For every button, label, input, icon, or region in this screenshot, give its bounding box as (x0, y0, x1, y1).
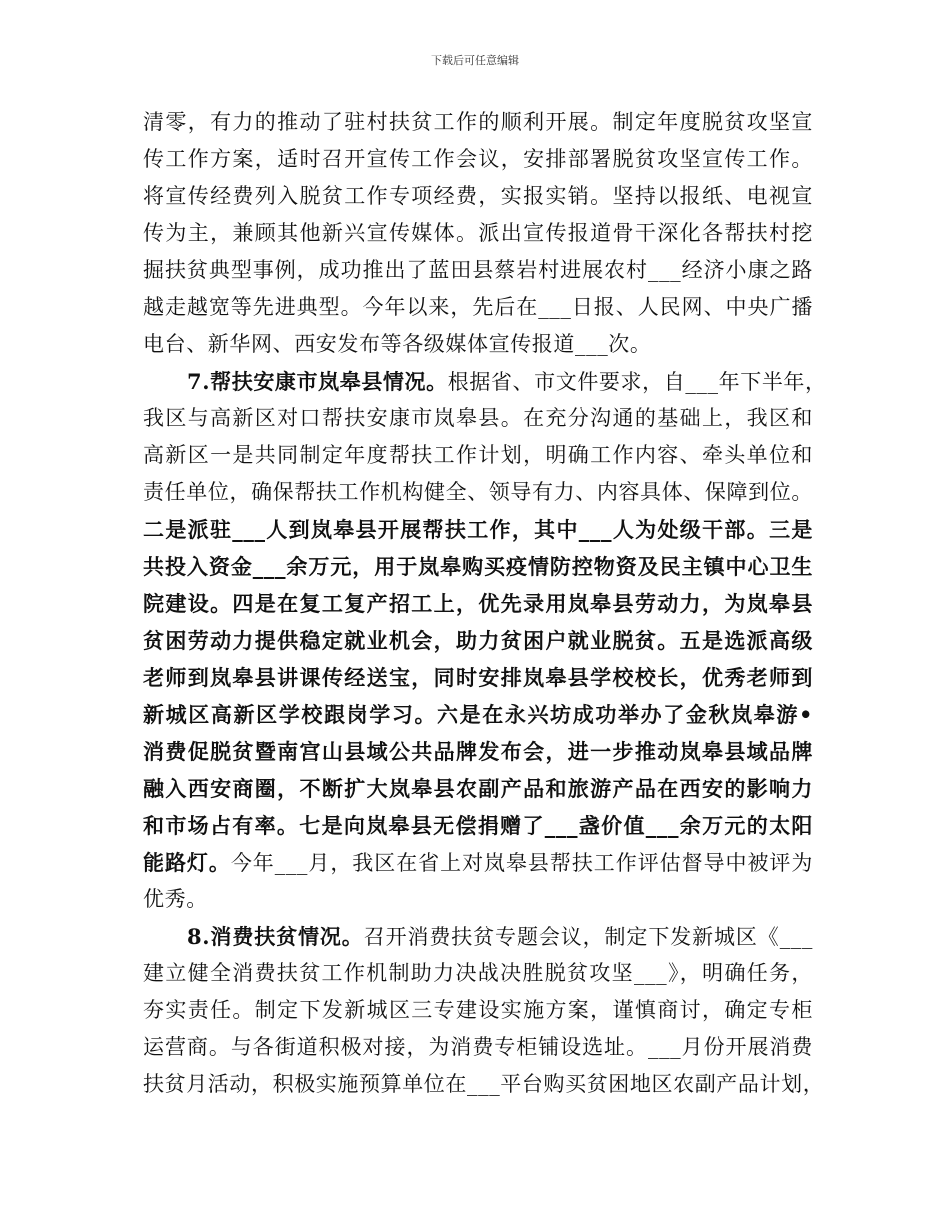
text-line (143, 770, 813, 807)
bold-text-run: 7.帮扶安康市岚皋县情况。 (187, 369, 448, 394)
document-body (143, 104, 827, 1103)
text-line (143, 807, 813, 844)
text-line (143, 585, 813, 622)
text-run: 我区与高新区对口帮扶安康市岚皋县。在充分沟通的基础上，我区和 (143, 406, 813, 430)
text-run: 扶贫月活动，积极实施预算单位在___平台购买贫困地区农副产品计划， (143, 1072, 825, 1096)
text-run: 夯实责任。制定下发新城区三专建设实施方案，谨慎商讨，确定专柜 (143, 998, 813, 1022)
text-line (143, 400, 813, 437)
text-line (143, 437, 813, 474)
text-run: 将宣传经费列入脱贫工作专项经费，实报实销。坚持以报纸、电视宣 (143, 184, 813, 208)
bold-text-run: 老师到岚皋县讲课传经送宝，同时安排岚皋县学校校长，优秀老师到 (143, 665, 813, 690)
text-run: 掘扶贫典型事例，成功推出了蓝田县蔡岩村进展农村___经济小康之路 (143, 258, 813, 282)
section-7-heading-line (143, 363, 827, 400)
text-line (143, 733, 813, 770)
text-run: 高新区一是共同制定年度帮扶工作计划，明确工作内容、牵头单位和 (143, 443, 813, 467)
bold-text-run: 能路灯。 (143, 850, 231, 875)
bold-text-run: 和市场占有率。七是向岚皋县无偿捐赠了___盏价值___余万元的太阳 (143, 813, 813, 838)
text-line (143, 474, 813, 511)
text-run: 优秀。 (143, 887, 208, 911)
bold-text-run: 新城区高新区学校跟岗学习。六是在永兴坊成功举办了金秋岚皋游• (143, 702, 813, 727)
bold-text-run: 共投入资金___余万元，用于岚皋购买疫情防控物资及民主镇中心卫生 (143, 554, 813, 579)
text-line (143, 622, 813, 659)
text-run: 建立健全消费扶贫工作机制助力决战决胜脱贫攻坚___》，明确任务， (143, 961, 813, 985)
text-line (143, 511, 813, 548)
text-run: 电台、新华网、西安发布等各级媒体宣传报道___次。 (143, 332, 652, 356)
text-run: 清零，有力的推动了驻村扶贫工作的顺利开展。制定年度脱贫攻坚宣 (143, 110, 813, 134)
bold-text-run: 院建设。四是在复工复产招工上，优先录用岚皋县劳动力，为岚皋县 (143, 591, 813, 616)
text-line (143, 1066, 825, 1103)
bold-text-run: 融入西安商圈，不断扩大岚皋县农副产品和旅游产品在西安的影响力 (143, 776, 813, 801)
text-line (143, 548, 813, 585)
text-line (143, 252, 813, 289)
text-run: 今年___月，我区在省上对岚皋县帮扶工作评估督导中被评为 (230, 851, 813, 875)
text-line (143, 955, 813, 992)
text-line (143, 326, 813, 363)
bold-text-run: 贫困劳动力提供稳定就业机会，助力贫困户就业脱贫。五是选派高级 (143, 628, 813, 653)
bold-text-run: 8.消费扶贫情况。 (187, 924, 364, 949)
text-run: 传为主，兼顾其他新兴宣传媒体。派出宣传报道骨干深化各帮扶村挖 (143, 221, 813, 245)
text-line (143, 659, 813, 696)
text-run: 责任单位，确保帮扶工作机构健全、领导有力、内容具体、保障到位。 (143, 480, 813, 504)
bold-text-run: 消费促脱贫暨南宫山县域公共品牌发布会，进一步推动岚皋县域品牌 (143, 739, 813, 764)
page-header: 下载后可任意编辑 (431, 54, 519, 67)
text-line (143, 881, 813, 918)
text-run: 召开消费扶贫专题会议，制定下发新城区《___ (363, 925, 813, 949)
text-line (143, 289, 813, 326)
text-line (143, 104, 813, 141)
text-line (143, 178, 813, 215)
text-run: 传工作方案，适时召开宣传工作会议，安排部署脱贫攻坚宣传工作。 (143, 147, 813, 171)
text-run: 越走越宽等先进典型。今年以来，先后在___日报、人民网、中央广播 (143, 295, 813, 319)
text-line (143, 844, 813, 881)
text-run: 根据省、市文件要求，自___年下半年， (447, 370, 827, 394)
section-8-heading-line (143, 918, 813, 955)
text-line (143, 696, 813, 733)
bold-text-run: 二是派驻___人到岚皋县开展帮扶工作，其中___人为处级干部。三是 (143, 517, 813, 542)
text-run: 运营商。与各街道积极对接，为消费专柜铺设选址。___月份开展消费 (143, 1035, 813, 1059)
text-line (143, 992, 813, 1029)
text-line (143, 215, 813, 252)
text-line (143, 1029, 813, 1066)
text-line (143, 141, 813, 178)
